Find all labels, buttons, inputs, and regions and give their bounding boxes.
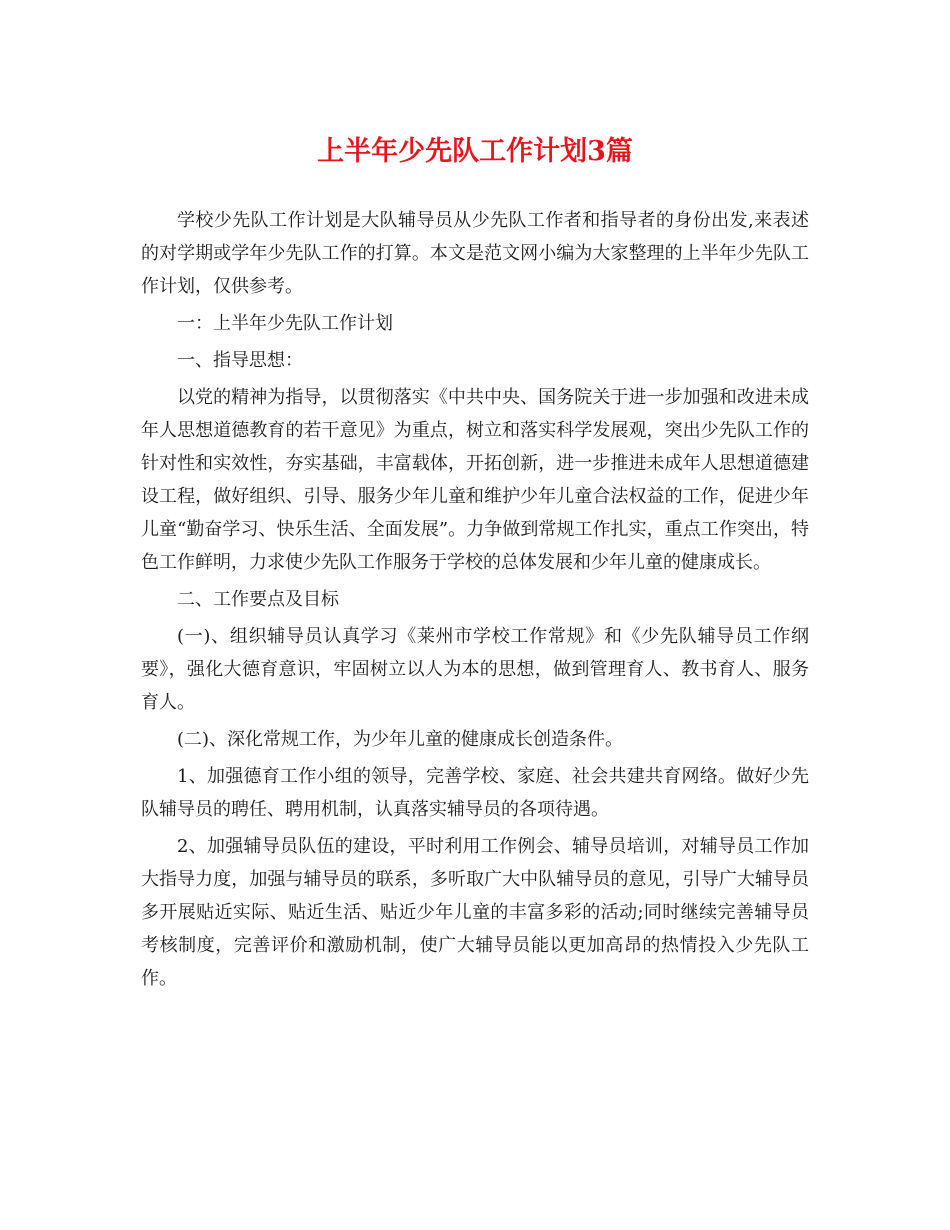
paragraph-goals-heading: 二、工作要点及目标 — [177, 589, 339, 610]
paragraph-item-1: 1、加强德育工作小组的领导，完善学校、家庭、社会共建共育网络。做好少先队辅导员的聘任、聘用机制，认真落实辅导员的各项待遇。 — [141, 766, 809, 820]
paragraph-intro: 学校少先队工作计划是大队辅导员从少先队工作者和指导者的身份出发,来表述的对学期或学年少先队工作的打算。本文是范文网小编为大家整理的上半年少先队工作计划，仅供参考。 — [141, 210, 809, 297]
paragraph-goal-2: (二)、深化常规工作，为少年儿童的健康成长创造条件。 — [177, 729, 624, 750]
paragraph-goal-1: (一)、组织辅导员认真学习《莱州市学校工作常规》和《少先队辅导员工作纲要》，强化大德育意识，牢固树立以人为本的思想，做到管理育人、教书育人、服务育人。 — [141, 626, 809, 713]
paragraph-item-2: 2、加强辅导员队伍的建设，平时利用工作例会、辅导员培训，对辅导员工作加大指导力度，加强与辅导员的联系，多听取广大中队辅导员的意见，引导广大辅导员多开展贴近实际、贴近生活、贴近少年儿童的丰富多彩的活动;同时继续完善辅导员考核制度，完善评价和激励机制，使广大辅导员能以更加高昂的热情投入少先队工作。 — [141, 836, 809, 989]
document-title: 上半年少先队工作计划3篇 — [317, 136, 633, 167]
paragraph-section-heading-1: 一：上半年少先队工作计划 — [177, 313, 393, 334]
paragraph-guiding-heading: 一、指导思想： — [177, 350, 303, 371]
paragraph-guiding-text: 以党的精神为指导，以贯彻落实《中共中央、国务院关于进一步加强和改进未成年人思想道德教育的若干意见》为重点，树立和落实科学发展观，突出少先队工作的针对性和实效性，夯实基础，丰富载体，开拓创新，进一步推进未成年人思想道德建设工程，做好组织、引导、服务少年儿童和维护少年儿童合法权益的工作，促进少年儿童“勤奋学习、快乐生活、全面发展”。力争做到常规工作扎实，重点工作突出，特色工作鲜明，力求使少先队工作服务于学校的总体发展和少年儿童的健康成长。 — [141, 387, 809, 573]
document-body — [141, 204, 809, 999]
